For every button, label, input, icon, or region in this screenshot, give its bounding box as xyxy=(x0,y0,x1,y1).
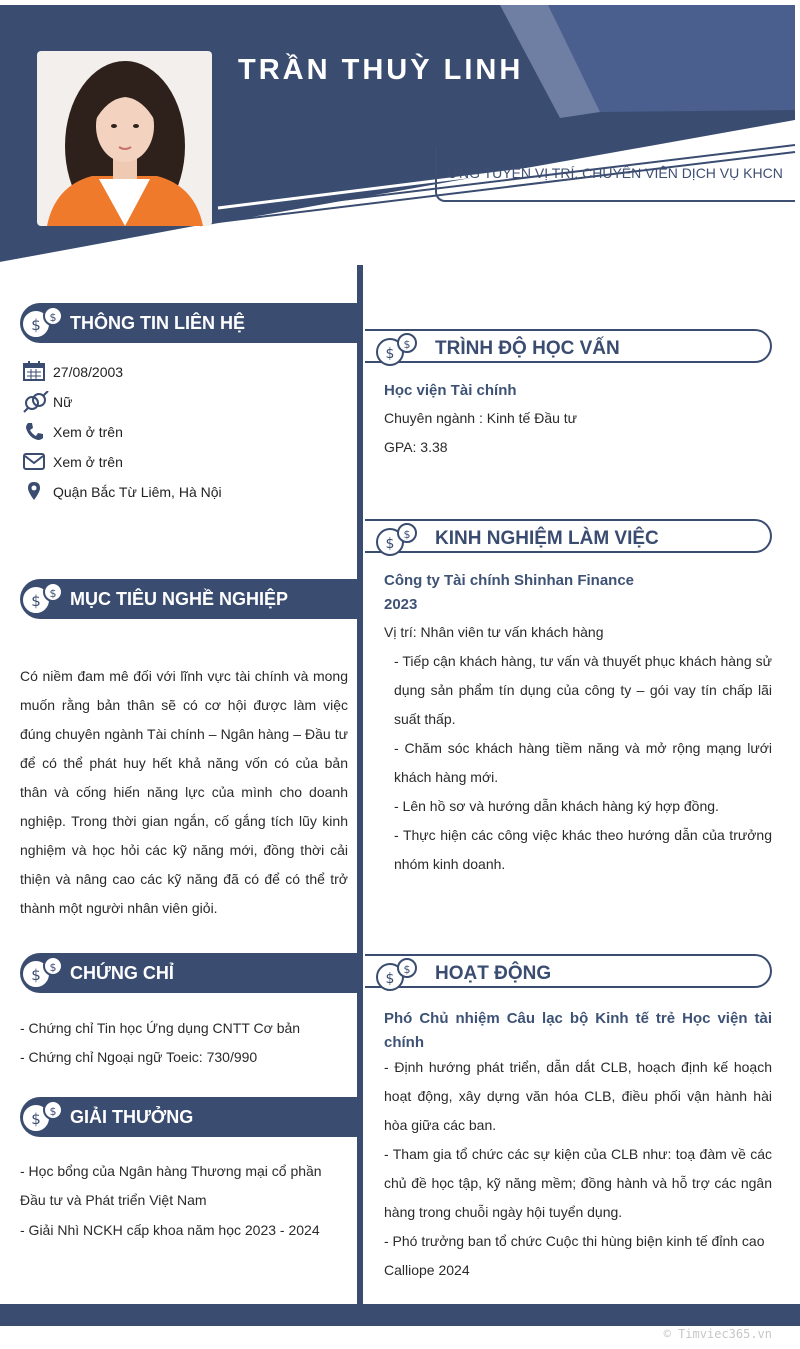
svg-text:$: $ xyxy=(403,528,411,541)
money-bag-icon xyxy=(373,331,421,367)
svg-text:$: $ xyxy=(31,966,41,984)
svg-text:$: $ xyxy=(31,316,41,334)
email-icon xyxy=(23,451,45,471)
education-gpa: GPA: 3.38 xyxy=(384,439,448,455)
profile-photo xyxy=(37,51,212,226)
activities-section-header xyxy=(365,954,772,988)
candidate-name: TRẦN THUỲ LINH xyxy=(238,54,524,86)
company-name: Công ty Tài chính Shinhan Finance xyxy=(384,572,635,589)
money-bag-icon xyxy=(20,303,66,343)
contact-section-header xyxy=(20,303,357,343)
experience-task: - Chăm sóc khách hàng tiềm năng và mở rộng mạng lưới khách hàng mới. xyxy=(394,740,772,785)
watermark: © Timviec365.vn xyxy=(663,1327,772,1341)
experience-task: - Tiếp cận khách hàng, tư vấn và thuyết phục khách hàng sử dụng sản phẩm tín dụng của công ty – gói vay tín chấp lãi suất thấp. xyxy=(394,653,772,727)
contact-address-value: Quận Bắc Từ Liêm, Hà Nội xyxy=(53,484,222,500)
awards-section-header xyxy=(20,1097,357,1137)
experience-year: 2023 xyxy=(384,596,418,613)
svg-text:$: $ xyxy=(403,338,411,351)
activity-item: - Tham gia tổ chức các sự kiện của CLB như: toạ đàm về các chủ đề học tập, kỹ năng mềm; đồng hành và hỗ trợ các ngân hàng trong chuỗi ngày hội tuyển dụng. xyxy=(384,1146,772,1220)
section-title: HOẠT ĐỘNG xyxy=(435,963,552,984)
activity-organization: Phó Chủ nhiệm Câu lạc bộ Kinh tế trẻ Học viện tài chính xyxy=(384,1010,772,1051)
certificates-section-header xyxy=(20,953,357,993)
svg-text:$: $ xyxy=(31,1110,41,1128)
svg-text:$: $ xyxy=(385,536,395,552)
money-bag-icon xyxy=(20,579,66,619)
contact-dob-value: 27/08/2003 xyxy=(53,364,124,380)
contact-phone-value: Xem ở trên xyxy=(53,424,123,440)
experience-role: Vị trí: Nhân viên tư vấn khách hàng xyxy=(384,624,604,640)
svg-text:$: $ xyxy=(49,587,57,600)
gender-icon xyxy=(23,391,49,413)
svg-text:$: $ xyxy=(49,1105,57,1118)
experience-task: - Thực hiện các công việc khác theo hướng dẫn của trưởng nhóm kinh doanh. xyxy=(394,827,772,872)
objective-section-header xyxy=(20,579,357,619)
section-title: THÔNG TIN LIÊN HỆ xyxy=(70,313,245,333)
contact-gender-value: Nữ xyxy=(53,394,73,410)
experience-section-header xyxy=(365,519,772,553)
footer-bar xyxy=(0,1304,800,1326)
svg-text:$: $ xyxy=(403,963,411,976)
column-divider xyxy=(357,265,363,1305)
svg-text:$: $ xyxy=(31,592,41,610)
svg-text:$: $ xyxy=(385,346,395,362)
section-title: KINH NGHIỆM LÀM VIỆC xyxy=(435,528,659,549)
objective-text: Có niềm đam mê đối với lĩnh vực tài chính và mong muốn rằng bản thân sẽ có cơ hội được làm việc đúng chuyên ngành Tài chính – Ngân hàng – Đầu tư để có thể phát huy hết khả năng vốn có của bản thân và cống hiến năng lực của mình cho doanh nghiệp. Trong thời gian ngắn, cố gắng tích lũy kinh nghiệm và học hỏi các kỹ năng mới, đồng thời cải thiện và nâng cao các kỹ năng đã có để có thể trở thành một người nhân viên giỏi. xyxy=(20,668,348,916)
education-major: Chuyên ngành : Kinh tế Đầu tư xyxy=(384,410,578,426)
svg-text:$: $ xyxy=(49,961,57,974)
experience-task: - Lên hồ sơ và hướng dẫn khách hàng ký hợp đồng. xyxy=(394,798,719,814)
award-item: - Giải Nhì NCKH cấp khoa năm học 2023 - 2024 xyxy=(20,1222,320,1238)
activity-item: - Phó trưởng ban tổ chức Cuộc thi hùng biện kinh tế đỉnh cao Calliope 2024 xyxy=(384,1233,765,1278)
location-icon xyxy=(23,481,45,501)
calendar-icon xyxy=(23,361,45,381)
activity-item: - Định hướng phát triển, dẫn dắt CLB, hoạch định kế hoạch hoạt động, xây dựng văn hóa CLB, điều phối vận hành hài hòa giữa các ban. xyxy=(384,1059,772,1133)
money-bag-icon xyxy=(373,956,421,992)
money-bag-icon xyxy=(373,521,421,557)
education-section-header xyxy=(365,329,772,363)
section-title: MỤC TIÊU NGHỀ NGHIỆP xyxy=(70,589,289,609)
school-name: Học viện Tài chính xyxy=(384,382,517,399)
applied-position: ỨNG TUYỂN VỊ TRÍ: CHUYÊN VIÊN DỊCH VỤ KHCN xyxy=(447,165,783,181)
phone-icon xyxy=(23,421,45,441)
section-title: CHỨNG CHỈ xyxy=(70,963,174,983)
money-bag-icon xyxy=(20,1097,66,1137)
award-item: - Học bổng của Ngân hàng Thương mại cổ phần Đầu tư và Phát triển Việt Nam xyxy=(20,1163,322,1208)
section-title: TRÌNH ĐỘ HỌC VẤN xyxy=(435,338,620,359)
contact-email-value: Xem ở trên xyxy=(53,454,123,470)
svg-text:$: $ xyxy=(49,311,57,324)
money-bag-icon xyxy=(20,953,66,993)
certificate-item: - Chứng chỉ Tin học Ứng dụng CNTT Cơ bản xyxy=(20,1020,301,1036)
svg-text:$: $ xyxy=(385,971,395,987)
certificate-item: - Chứng chỉ Ngoại ngữ Toeic: 730/990 xyxy=(20,1049,258,1065)
section-title: GIẢI THƯỞNG xyxy=(70,1107,194,1127)
